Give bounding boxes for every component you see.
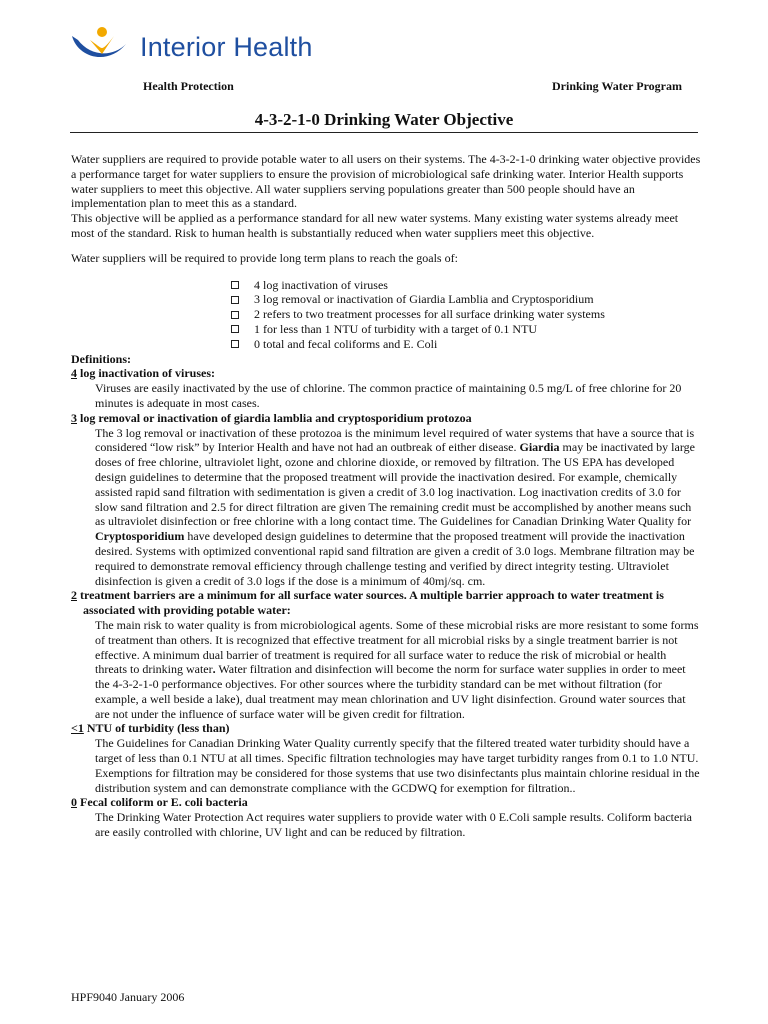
section-heading-1-ntu: <1 NTU of turbidity (less than) xyxy=(71,721,230,736)
definitions-heading: Definitions: xyxy=(71,351,131,366)
checkbox-bullet-icon xyxy=(231,340,239,348)
checkbox-bullet-icon xyxy=(231,325,239,333)
footer-form-id: HPF9040 January 2006 xyxy=(71,990,185,1004)
header-program: Drinking Water Program xyxy=(552,79,682,93)
intro-paragraph-1: Water suppliers are required to provide potable water to all users on their systems. The 4-3-2-1-0 drinking water objective provides a performance target for water suppliers to ensure the provision of microbiological safe drinking water. Interior Health supports water suppliers to meet this objective. All water suppliers serving populations greater than 500 people should have an implementation plan to meet this as a standard. xyxy=(71,152,701,211)
title-rule xyxy=(70,132,698,133)
goal-item: 3 log removal or inactivation of Giardia Lamblia and Cryptosporidium xyxy=(231,292,701,307)
section-body-3-log: The 3 log removal or inactivation of these protozoa is the minimum level required of water systems that have a source that is considered “low risk” by Interior Health and have not had an outbreak of either disease. Giardia may be inactivated by large doses of free chlorine, ultraviolet light, ozone and chlorine dioxide, or removed by filtration. The US EPA has developed design guidelines to determine that the proposed treatment will provide the inactivation desired. For example, chemically assisted rapid sand filtration with sedimentation is given a credit of 3.0 log inactivation. Log inactivation credits of 3.0 for slow sand filtration and 2.5 for direct filtration are given The remaining credit must be accomplished by another means such as ultraviolet disinfection or free chlorine with a long contact time. The Guidelines for Canadian Drinking Water Quality for Cryptosporidium have developed design guidelines to determine that the proposed treatment will provide the inactivation desired. Systems with optimized conventional rapid sand filtration are given a credit of 3.0 logs. Membrane filtration may be required to demonstrate removal efficiency through challenge testing and verified by direct integrity testing. Ultraviolet disinfection is given a credit of 3.0 logs if the dose is a minimum of 40mj/sq. cm. xyxy=(95,425,695,588)
goals-intro: Water suppliers will be required to provide long term plans to reach the goals of: xyxy=(71,250,458,265)
section-body-0-coliform: The Drinking Water Protection Act requires water suppliers to provide water with 0 E.Coli sample results. Coliform bacteria are easily controlled with chlorine, UV light and can be reduced by filtration. xyxy=(95,810,692,840)
section-body-4-log: Viruses are easily inactivated by the use of chlorine. The common practice of maintaining 0.5 mg/L of free chlorine for 20 minutes is adequate in most cases. xyxy=(95,381,682,410)
section-heading-0-coliform: 0 Fecal coliform or E. coli bacteria xyxy=(71,795,248,810)
section-heading-2-barriers: 2 treatment barriers are a minimum for all surface water sources. A multiple barrier approach to water treatment is associated with providing potable water: xyxy=(71,588,664,618)
goals-list xyxy=(71,278,701,352)
document-body xyxy=(71,152,701,840)
brand-name: Interior Health xyxy=(140,31,313,62)
section-body-1-ntu: The Guidelines for Canadian Drinking Water Quality currently specify that the filtered treated water turbidity should have a target of less than 0.1 NTU at all times. Specific filtration technologies may have target turbidity ranges from 0.1 to 1.0 NTU. Exemptions for filtration may be considered for those systems that use two disinfectants plus maintain chlorine residual in the distribution system and can demonstrate compliance with the GCDWQ for exemption for filtration.. xyxy=(95,736,700,795)
checkbox-bullet-icon xyxy=(231,281,239,289)
goal-item: 0 total and fecal coliforms and E. Coli xyxy=(231,337,701,352)
goal-item: 1 for less than 1 NTU of turbidity with a target of 0.1 NTU xyxy=(231,322,701,337)
checkbox-bullet-icon xyxy=(231,296,239,304)
section-body-2-barriers: The main risk to water quality is from microbiological agents. Some of these microbial risks are more resistant to some forms of treatment than others. It is recognized that effective treatment for all microbial risks by a single treatment barrier is not effective. A minimum dual barrier of treatment is required for all surface water to reduce the risk of microbial or health threats to drinking water. Water filtration and disinfection will become the norm for surface water supplies in order to meet the 4-3-2-1-0 performance objectives. For other sources where the turbidity standard can be met without filtration (for example, a well beside a lake), dual treatment may mean chlorination and UV light disinfection. Ground water sources that are not under the influence of surface water will be given credit for filtration. xyxy=(95,617,699,721)
section-heading-4-log: 4 log inactivation of viruses: xyxy=(71,366,215,381)
interior-health-logo xyxy=(68,22,313,72)
section-heading-3-log: 3 log removal or inactivation of giardia lamblia and cryptosporidium protozoa xyxy=(71,410,472,425)
page-title: 4-3-2-1-0 Drinking Water Objective xyxy=(254,110,514,129)
checkbox-bullet-icon xyxy=(231,311,239,319)
intro-paragraph-2: This objective will be applied as a performance standard for all new water systems. Many existing water systems already meet most of the standard. Risk to human health is substantially reduced when water suppliers meet this objective. xyxy=(71,211,679,240)
goal-item: 4 log inactivation of viruses xyxy=(231,278,701,293)
interior-health-figure-logo-icon xyxy=(68,22,132,72)
goal-item: 2 refers to two treatment processes for all surface drinking water systems xyxy=(231,307,701,322)
header-department: Health Protection xyxy=(143,79,234,93)
